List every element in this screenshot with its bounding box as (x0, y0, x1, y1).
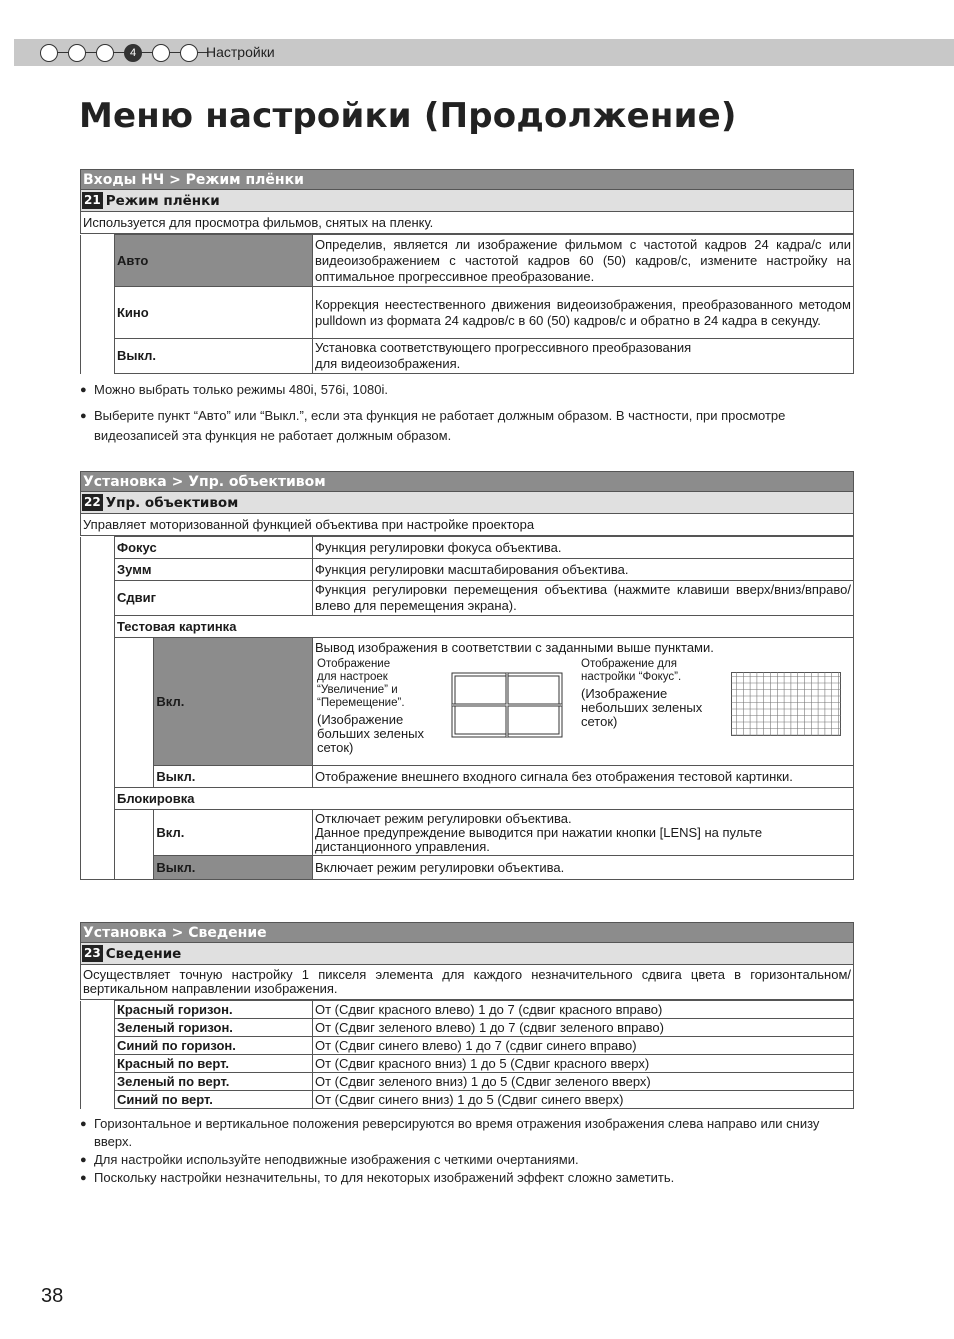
option-text: От (Сдвиг красного влево) 1 до 7 (сдвиг красного вправо) (313, 1001, 854, 1019)
table-row (81, 339, 854, 374)
test-pattern-cell (313, 638, 854, 766)
option-label: Синий по верт. (115, 1091, 313, 1109)
option-label: Блокировка (115, 788, 854, 810)
table-row (81, 1073, 854, 1091)
note-text: Выберите пункт “Авто” или “Выкл.”, если эта функция не работает должным образом. В частности, при просмотре видеозаписей эта функция не работает должным образом. (94, 408, 786, 443)
table-row (81, 788, 854, 810)
list-item (80, 1169, 854, 1187)
convergence-block (80, 922, 854, 1109)
option-text: Отключает режим регулировки объектива. Данное предупреждение выводится при нажатии кнопки [LENS] на пульте дистанционного управления. (313, 810, 854, 856)
table-row (81, 616, 854, 638)
indent-cell (81, 537, 115, 856)
step-circle (152, 44, 170, 62)
large-grid-image (451, 672, 563, 738)
note-text: Горизонтальное и вертикальное положения реверсируются во время отражения изображения слева направо или снизу вверх. (94, 1116, 820, 1149)
pattern-caption: Отображение для настроек “Увеличение” и “Перемещение”. (317, 658, 405, 709)
option-text: От (Сдвиг красного вниз) 1 до 5 (Сдвиг красного вверх) (313, 1055, 854, 1073)
option-text: Определив, является ли изображение фильмом с частотой кадров 24 кадра/с или видеоизображением с частотой кадров 60 (50) кадров/с, измените настройку на оптимальное прогрессивное преобразование. (313, 235, 854, 287)
large-grid-caption (317, 658, 447, 755)
item-number-badge: 23 (84, 946, 101, 960)
lens-control-block (80, 471, 854, 880)
step-circle (40, 44, 58, 62)
pattern-note: (Изображение небольших зеленых сеток) (581, 686, 703, 729)
indent-cell (81, 1001, 115, 1109)
option-label: Синий по горизон. (115, 1037, 313, 1055)
small-grid-image (731, 672, 841, 736)
indent-cell (81, 235, 115, 374)
option-text: Отображение внешнего входного сигнала без отображения тестовой картинки. (313, 766, 854, 788)
option-label: Зеленый по верт. (115, 1073, 313, 1091)
convergence-menu-path: Установка > Сведение (80, 922, 854, 943)
lens-subheader (80, 492, 854, 514)
option-label: Вкл. (154, 810, 313, 856)
option-label: Выкл. (154, 856, 313, 880)
chapter-progress (40, 43, 208, 62)
convergence-description: Осуществляет точную настройку 1 пикселя элемента для каждого незначительного сдвига цвета в горизонтальном/вертикальном направлении изображения. (80, 965, 854, 1000)
lens-description: Управляет моторизованной функцией объектива при настройке проектора (80, 514, 854, 536)
indent-cell (115, 638, 154, 788)
option-label: Выкл. (115, 339, 313, 374)
option-text: От (Сдвиг синего вниз) 1 до 5 (Сдвиг синего вверх) (313, 1091, 854, 1109)
option-text: Функция регулировки фокуса объектива. (313, 537, 854, 559)
convergence-notes (80, 1115, 854, 1187)
option-label: Фокус (115, 537, 313, 559)
note-text: Для настройки используйте неподвижные изображения с четкими очертаниями. (94, 1152, 579, 1167)
chapter-title: Настройки (206, 44, 275, 60)
test-patterns (315, 656, 851, 755)
convergence-subheader-label: Сведение (105, 945, 182, 962)
lens-menu-path: Установка > Упр. объективом (80, 471, 854, 492)
step-circle (96, 44, 114, 62)
film-notes (80, 380, 854, 452)
indent-cell (115, 810, 154, 880)
page-number: 38 (41, 1285, 64, 1307)
option-label: Авто (115, 235, 313, 287)
lens-subheader-label: Упр. объективом (105, 494, 239, 511)
option-text: Функция регулировки перемещения объектива (нажмите клавиши вверх/вниз/вправо/влево для перемещения экрана). (313, 581, 854, 616)
list-item (80, 1151, 854, 1169)
pattern-caption: Отображение для настройки “Фокус”. (581, 658, 682, 683)
option-text: От (Сдвиг синего влево) 1 до 7 (сдвиг синего вправо) (313, 1037, 854, 1055)
option-label: Красный по верт. (115, 1055, 313, 1073)
option-label: Тестовая картинка (115, 616, 854, 638)
film-options-table (80, 234, 854, 374)
option-label: Зумм (115, 559, 313, 581)
table-row (81, 287, 854, 339)
table-row (81, 1001, 854, 1019)
list-item (80, 1115, 854, 1151)
pattern-note: (Изображение больших зеленых сеток) (317, 712, 425, 755)
small-grid-caption (581, 658, 731, 729)
chapter-bar (14, 39, 954, 66)
step-circle-active: 4 (124, 44, 142, 62)
item-number-badge: 21 (84, 193, 101, 207)
option-label: Красный горизон. (115, 1001, 313, 1019)
bullet-icon: ● (80, 384, 87, 396)
convergence-subheader (80, 943, 854, 965)
option-text: Включает режим регулировки объектива. (313, 856, 854, 880)
table-row (81, 1055, 854, 1073)
bullet-icon: ● (80, 1154, 87, 1166)
option-text: Установка соответствующего прогрессивного преобразования для видеоизображения. (313, 339, 854, 374)
option-label: Кино (115, 287, 313, 339)
table-row (81, 559, 854, 581)
table-row (81, 766, 854, 788)
option-label: Выкл. (154, 766, 313, 788)
table-row (81, 537, 854, 559)
table-row (81, 810, 854, 856)
film-subheader (80, 190, 854, 212)
table-row (81, 1019, 854, 1037)
option-text: От (Сдвиг зеленого влево) 1 до 7 (сдвиг зеленого вправо) (313, 1019, 854, 1037)
table-row (81, 1091, 854, 1109)
table-row (81, 235, 854, 287)
option-text: Вывод изображения в соответствии с заданными выше пунктами. (315, 640, 714, 655)
option-label: Сдвиг (115, 581, 313, 616)
film-subheader-label: Режим плёнки (105, 192, 220, 209)
option-text: Коррекция неестественного движения видеоизображения, преобразованного методом pulldown из формата 24 кадров/с в 60 (50) кадров/с и обратно в 24 кадра в секунду. (313, 287, 854, 339)
table-row (81, 638, 854, 766)
film-mode-block (80, 169, 854, 374)
film-menu-path: Входы НЧ > Режим плёнки (80, 169, 854, 190)
list-item (80, 380, 854, 400)
table-row (81, 581, 854, 616)
step-circle (68, 44, 86, 62)
indent-cell (81, 856, 115, 880)
bullet-icon: ● (80, 1172, 87, 1184)
page-title: Меню настройки (Продолжение) (79, 96, 737, 136)
bullet-icon: ● (80, 410, 87, 422)
note-text: Можно выбрать только режимы 480i, 576i, 1080i. (94, 382, 388, 397)
bullet-icon: ● (80, 1118, 87, 1130)
step-circle (180, 44, 198, 62)
lens-options-table (80, 536, 854, 880)
table-row (81, 1037, 854, 1055)
convergence-table (80, 1000, 854, 1109)
note-text: Поскольку настройки незначительны, то для некоторых изображений эффект сложно заметить. (94, 1170, 675, 1185)
item-number-badge: 22 (84, 495, 101, 509)
option-text: Функция регулировки масштабирования объектива. (313, 559, 854, 581)
film-description: Используется для просмотра фильмов, снятых на пленку. (80, 212, 854, 234)
list-item (80, 406, 854, 446)
option-text: От (Сдвиг зеленого вниз) 1 до 5 (Сдвиг зеленого вверх) (313, 1073, 854, 1091)
table-row (81, 856, 854, 880)
option-label: Зеленый горизон. (115, 1019, 313, 1037)
option-label: Вкл. (154, 638, 313, 766)
